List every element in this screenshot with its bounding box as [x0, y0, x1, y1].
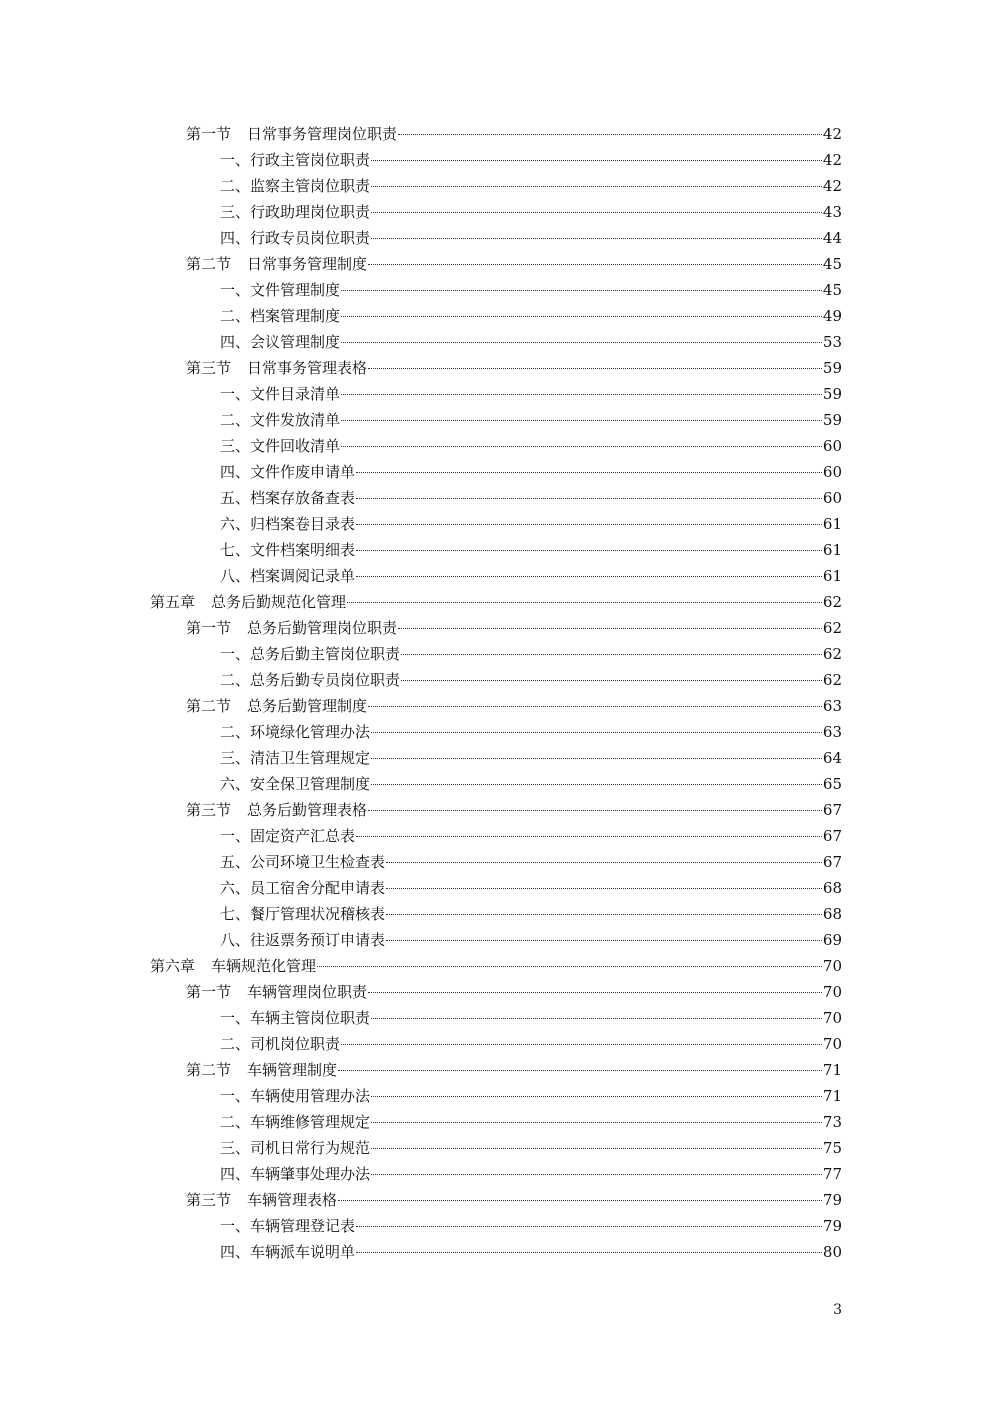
toc-entry-number: 第二节 — [186, 697, 232, 715]
toc-entry-number: 六、 — [220, 879, 251, 897]
dot-leader — [356, 523, 822, 525]
dot-leader — [317, 965, 822, 967]
toc-entry-number: 一、 — [220, 1009, 251, 1027]
toc-entry-page: 59 — [822, 385, 842, 403]
toc-entry-page: 62 — [822, 593, 842, 611]
toc-entry-number: 五、 — [220, 853, 251, 871]
toc-entry-number: 第一节 — [186, 983, 232, 1001]
toc-entry-title: 固定资产汇总表 — [250, 827, 356, 845]
toc-entry-title: 档案存放备查表 — [250, 489, 356, 507]
toc-entry-title: 日常事务管理岗位职责 — [247, 125, 398, 143]
toc-entry-page: 68 — [822, 879, 842, 897]
toc-entry-page: 68 — [822, 905, 842, 923]
toc-entry-chapter[interactable] — [0, 589, 992, 615]
toc-entry-number: 五、 — [220, 489, 251, 507]
toc-entry-line — [220, 823, 842, 849]
toc-entry-title: 车辆管理表格 — [247, 1191, 338, 1209]
dot-leader — [371, 237, 822, 239]
toc-entry-chapter[interactable] — [0, 953, 992, 979]
toc-entry-page: 53 — [822, 333, 842, 351]
toc-entry-line — [220, 537, 842, 563]
dot-leader — [341, 445, 822, 447]
dot-leader — [341, 1043, 822, 1045]
dot-leader — [356, 835, 822, 837]
toc-entry-item[interactable] — [0, 771, 992, 797]
toc-entry-number: 六、 — [220, 775, 251, 793]
toc-entry-line — [220, 1109, 842, 1135]
toc-entry-line — [186, 797, 842, 823]
toc-entry-title: 文件目录清单 — [250, 385, 341, 403]
toc-entry-title: 往返票务预订申请表 — [250, 931, 386, 949]
toc-entry-page: 61 — [822, 541, 842, 559]
toc-entry-item[interactable] — [0, 1031, 992, 1057]
toc-entry-page: 62 — [822, 619, 842, 637]
toc-entry-number: 一、 — [220, 1087, 251, 1105]
toc-entry-page: 42 — [822, 177, 842, 195]
dot-leader — [386, 861, 822, 863]
toc-entry-section[interactable] — [0, 615, 992, 641]
toc-entry-title: 车辆管理岗位职责 — [247, 983, 368, 1001]
toc-entry-line — [220, 173, 842, 199]
toc-entry-page: 70 — [822, 957, 842, 975]
dot-leader — [371, 1017, 822, 1019]
dot-leader — [371, 185, 822, 187]
toc-entry-title: 总务后勤管理表格 — [247, 801, 368, 819]
toc-entry-title: 文件档案明细表 — [250, 541, 356, 559]
toc-entry-line — [220, 407, 842, 433]
dot-leader — [401, 679, 822, 681]
toc-entry-page: 60 — [822, 489, 842, 507]
table-of-contents — [0, 121, 992, 1265]
toc-entry-page: 61 — [822, 515, 842, 533]
toc-entry-item[interactable] — [0, 901, 992, 927]
toc-entry-number: 二、 — [220, 177, 251, 195]
toc-entry-item[interactable] — [0, 329, 992, 355]
toc-entry-line — [220, 641, 842, 667]
toc-entry-number: 三、 — [220, 437, 251, 455]
toc-entry-item[interactable] — [0, 381, 992, 407]
toc-entry-line — [186, 251, 842, 277]
toc-entry-item[interactable] — [0, 485, 992, 511]
toc-entry-line — [220, 147, 842, 173]
dot-leader — [371, 1121, 822, 1123]
dot-leader — [341, 393, 822, 395]
toc-entry-line — [220, 329, 842, 355]
dot-leader — [371, 1095, 822, 1097]
toc-entry-line — [186, 693, 842, 719]
toc-entry-item[interactable] — [0, 745, 992, 771]
toc-entry-title: 档案调阅记录单 — [250, 567, 356, 585]
toc-entry-page: 70 — [822, 1035, 842, 1053]
toc-entry-line — [186, 979, 842, 1005]
toc-entry-title: 总务后勤管理制度 — [247, 697, 368, 715]
toc-entry-line — [220, 511, 842, 537]
toc-entry-line — [220, 563, 842, 589]
toc-entry-item[interactable] — [0, 563, 992, 589]
dot-leader — [371, 159, 822, 161]
toc-entry-title: 车辆管理制度 — [247, 1061, 338, 1079]
toc-entry-line — [220, 849, 842, 875]
toc-entry-page: 42 — [822, 151, 842, 169]
toc-entry-page: 43 — [822, 203, 842, 221]
toc-entry-page: 59 — [822, 411, 842, 429]
toc-entry-section[interactable] — [0, 1187, 992, 1213]
dot-leader — [341, 341, 822, 343]
toc-entry-page: 73 — [822, 1113, 842, 1131]
toc-entry-item[interactable] — [0, 199, 992, 225]
toc-entry-item[interactable] — [0, 277, 992, 303]
toc-entry-line — [220, 927, 842, 953]
dot-leader — [356, 1225, 822, 1227]
toc-entry-section[interactable] — [0, 797, 992, 823]
toc-entry-number: 第一节 — [186, 619, 232, 637]
toc-entry-line — [220, 381, 842, 407]
toc-entry-section[interactable] — [0, 979, 992, 1005]
dot-leader — [371, 731, 822, 733]
toc-entry-item[interactable] — [0, 849, 992, 875]
toc-entry-line — [220, 485, 842, 511]
toc-entry-page: 45 — [822, 281, 842, 299]
toc-entry-title: 监察主管岗位职责 — [250, 177, 371, 195]
toc-entry-page: 67 — [822, 853, 842, 871]
toc-entry-line — [220, 225, 842, 251]
toc-entry-item[interactable] — [0, 225, 992, 251]
toc-entry-title: 文件回收清单 — [250, 437, 341, 455]
toc-entry-item[interactable] — [0, 511, 992, 537]
dot-leader — [371, 783, 822, 785]
toc-entry-item[interactable] — [0, 537, 992, 563]
dot-leader — [356, 471, 822, 473]
toc-entry-page: 79 — [822, 1191, 842, 1209]
dot-leader — [368, 809, 822, 811]
toc-entry-title: 日常事务管理表格 — [247, 359, 368, 377]
toc-entry-title: 会议管理制度 — [250, 333, 341, 351]
dot-leader — [341, 419, 822, 421]
dot-leader — [356, 549, 822, 551]
toc-entry-page: 64 — [822, 749, 842, 767]
toc-entry-item[interactable] — [0, 1083, 992, 1109]
toc-entry-item[interactable] — [0, 719, 992, 745]
toc-entry-number: 第三节 — [186, 801, 232, 819]
toc-entry-number: 三、 — [220, 1139, 251, 1157]
toc-entry-title: 档案管理制度 — [250, 307, 341, 325]
toc-entry-line — [220, 771, 842, 797]
toc-entry-number: 第三节 — [186, 1191, 232, 1209]
page-number: 3 — [833, 1302, 842, 1318]
dot-leader — [371, 1173, 822, 1175]
toc-entry-page: 63 — [822, 697, 842, 715]
dot-leader — [356, 575, 822, 577]
toc-entry-page: 42 — [822, 125, 842, 143]
toc-entry-title: 车辆维修管理规定 — [250, 1113, 371, 1131]
toc-entry-item[interactable] — [0, 1109, 992, 1135]
toc-entry-line — [220, 1005, 842, 1031]
dot-leader — [356, 1251, 822, 1253]
toc-entry-title: 总务后勤专员岗位职责 — [250, 671, 401, 689]
toc-entry-line — [220, 745, 842, 771]
toc-entry-number: 一、 — [220, 151, 251, 169]
toc-entry-line — [220, 1161, 842, 1187]
toc-entry-number: 二、 — [220, 1113, 251, 1131]
toc-entry-number: 二、 — [220, 411, 251, 429]
toc-entry-number: 四、 — [220, 1165, 251, 1183]
toc-entry-section[interactable] — [0, 251, 992, 277]
dot-leader — [341, 315, 822, 317]
toc-entry-line — [220, 199, 842, 225]
toc-entry-item[interactable] — [0, 875, 992, 901]
toc-entry-title: 员工宿舍分配申请表 — [250, 879, 386, 897]
toc-entry-number: 四、 — [220, 333, 251, 351]
toc-entry-number: 第五章 — [150, 593, 196, 611]
toc-entry-page: 60 — [822, 463, 842, 481]
toc-entry-title: 司机岗位职责 — [250, 1035, 341, 1053]
toc-entry-page: 75 — [822, 1139, 842, 1157]
toc-entry-item[interactable] — [0, 173, 992, 199]
toc-entry-title: 归档案卷目录表 — [250, 515, 356, 533]
toc-entry-line — [220, 433, 842, 459]
toc-entry-page: 63 — [822, 723, 842, 741]
toc-entry-item[interactable] — [0, 1135, 992, 1161]
toc-entry-page: 60 — [822, 437, 842, 455]
toc-entry-title: 车辆管理登记表 — [250, 1217, 356, 1235]
toc-entry-item[interactable] — [0, 433, 992, 459]
toc-entry-title: 总务后勤主管岗位职责 — [250, 645, 401, 663]
toc-entry-page: 59 — [822, 359, 842, 377]
toc-entry-page: 65 — [822, 775, 842, 793]
toc-entry-title: 文件发放清单 — [250, 411, 341, 429]
toc-entry-title: 安全保卫管理制度 — [250, 775, 371, 793]
toc-entry-number: 八、 — [220, 931, 251, 949]
toc-entry-title: 车辆使用管理办法 — [250, 1087, 371, 1105]
dot-leader — [371, 757, 822, 759]
toc-entry-number: 一、 — [220, 385, 251, 403]
toc-entry-item[interactable] — [0, 147, 992, 173]
toc-entry-item[interactable] — [0, 927, 992, 953]
toc-entry-page: 70 — [822, 983, 842, 1001]
toc-entry-line — [220, 719, 842, 745]
toc-entry-page: 61 — [822, 567, 842, 585]
toc-entry-section[interactable] — [0, 1057, 992, 1083]
toc-entry-line — [220, 277, 842, 303]
toc-entry-section[interactable] — [0, 693, 992, 719]
toc-entry-title: 清洁卫生管理规定 — [250, 749, 371, 767]
toc-entry-title: 行政主管岗位职责 — [250, 151, 371, 169]
toc-entry-page: 62 — [822, 671, 842, 689]
dot-leader — [386, 913, 822, 915]
toc-entry-title: 文件作废申请单 — [250, 463, 356, 481]
toc-entry-title: 日常事务管理制度 — [247, 255, 368, 273]
toc-entry-title: 总务后勤管理岗位职责 — [247, 619, 398, 637]
toc-entry-number: 二、 — [220, 307, 251, 325]
toc-entry-item[interactable] — [0, 823, 992, 849]
toc-entry-title: 车辆肇事处理办法 — [250, 1165, 371, 1183]
toc-entry-number: 一、 — [220, 645, 251, 663]
toc-entry-section[interactable] — [0, 355, 992, 381]
toc-entry-page: 71 — [822, 1061, 842, 1079]
toc-entry-item[interactable] — [0, 407, 992, 433]
toc-entry-number: 第六章 — [150, 957, 196, 975]
toc-entry-number: 三、 — [220, 749, 251, 767]
toc-entry-number: 第二节 — [186, 1061, 232, 1079]
dot-leader — [368, 263, 822, 265]
toc-entry-number: 第三节 — [186, 359, 232, 377]
toc-entry-item[interactable] — [0, 1161, 992, 1187]
dot-leader — [398, 133, 822, 135]
toc-entry-page: 67 — [822, 801, 842, 819]
dot-leader — [386, 939, 822, 941]
toc-entry-number: 八、 — [220, 567, 251, 585]
toc-entry-section[interactable] — [0, 121, 992, 147]
toc-entry-page: 70 — [822, 1009, 842, 1027]
toc-entry-number: 二、 — [220, 671, 251, 689]
toc-entry-page: 45 — [822, 255, 842, 273]
toc-entry-item[interactable] — [0, 1213, 992, 1239]
toc-entry-line — [186, 1187, 842, 1213]
toc-entry-page: 77 — [822, 1165, 842, 1183]
dot-leader — [368, 991, 822, 993]
toc-entry-number: 第一节 — [186, 125, 232, 143]
dot-leader — [371, 211, 822, 213]
toc-entry-line — [220, 1213, 842, 1239]
toc-entry-page: 71 — [822, 1087, 842, 1105]
toc-entry-page: 67 — [822, 827, 842, 845]
toc-entry-line — [150, 953, 842, 979]
toc-entry-line — [220, 875, 842, 901]
toc-entry-item[interactable] — [0, 641, 992, 667]
toc-entry-number: 四、 — [220, 463, 251, 481]
toc-entry-number: 七、 — [220, 541, 251, 559]
toc-entry-page: 69 — [822, 931, 842, 949]
dot-leader — [368, 367, 822, 369]
toc-entry-line — [220, 303, 842, 329]
toc-entry-title: 车辆规范化管理 — [211, 957, 317, 975]
toc-entry-line — [220, 667, 842, 693]
toc-entry-line — [220, 1083, 842, 1109]
toc-entry-page: 62 — [822, 645, 842, 663]
toc-entry-item[interactable] — [0, 303, 992, 329]
toc-entry-line — [220, 1135, 842, 1161]
dot-leader — [347, 601, 822, 603]
toc-entry-number: 第二节 — [186, 255, 232, 273]
toc-entry-number: 六、 — [220, 515, 251, 533]
toc-entry-number: 二、 — [220, 1035, 251, 1053]
toc-entry-title: 公司环境卫生检查表 — [250, 853, 386, 871]
toc-entry-number: 三、 — [220, 203, 251, 221]
dot-leader — [398, 627, 822, 629]
toc-entry-number: 二、 — [220, 723, 251, 741]
toc-entry-item[interactable] — [0, 459, 992, 485]
toc-entry-item[interactable] — [0, 1239, 992, 1265]
dot-leader — [338, 1199, 822, 1201]
toc-entry-page: 44 — [822, 229, 842, 247]
toc-entry-title: 餐厅管理状况稽核表 — [250, 905, 386, 923]
dot-leader — [338, 1069, 822, 1071]
toc-entry-number: 七、 — [220, 905, 251, 923]
toc-entry-title: 行政专员岗位职责 — [250, 229, 371, 247]
dot-leader — [371, 1147, 822, 1149]
toc-entry-number: 一、 — [220, 1217, 251, 1235]
toc-entry-number: 四、 — [220, 229, 251, 247]
toc-entry-line — [220, 901, 842, 927]
toc-entry-page: 49 — [822, 307, 842, 325]
dot-leader — [386, 887, 822, 889]
toc-entry-number: 四、 — [220, 1243, 251, 1261]
toc-entry-title: 车辆派车说明单 — [250, 1243, 356, 1261]
toc-entry-title: 总务后勤规范化管理 — [211, 593, 347, 611]
toc-entry-title: 车辆主管岗位职责 — [250, 1009, 371, 1027]
toc-entry-item[interactable] — [0, 667, 992, 693]
toc-entry-page: 79 — [822, 1217, 842, 1235]
dot-leader — [401, 653, 822, 655]
toc-entry-item[interactable] — [0, 1005, 992, 1031]
toc-entry-line — [186, 615, 842, 641]
toc-entry-line — [220, 1239, 842, 1265]
toc-entry-line — [220, 459, 842, 485]
toc-entry-title: 环境绿化管理办法 — [250, 723, 371, 741]
toc-entry-title: 司机日常行为规范 — [250, 1139, 371, 1157]
toc-entry-line — [186, 121, 842, 147]
toc-entry-line — [186, 355, 842, 381]
toc-entry-line — [186, 1057, 842, 1083]
toc-entry-title: 文件管理制度 — [250, 281, 341, 299]
toc-entry-number: 一、 — [220, 827, 251, 845]
dot-leader — [368, 705, 822, 707]
toc-entry-line — [220, 1031, 842, 1057]
toc-entry-title: 行政助理岗位职责 — [250, 203, 371, 221]
dot-leader — [356, 497, 822, 499]
toc-entry-line — [150, 589, 842, 615]
toc-entry-page: 80 — [822, 1243, 842, 1261]
dot-leader — [341, 289, 822, 291]
toc-entry-number: 一、 — [220, 281, 251, 299]
